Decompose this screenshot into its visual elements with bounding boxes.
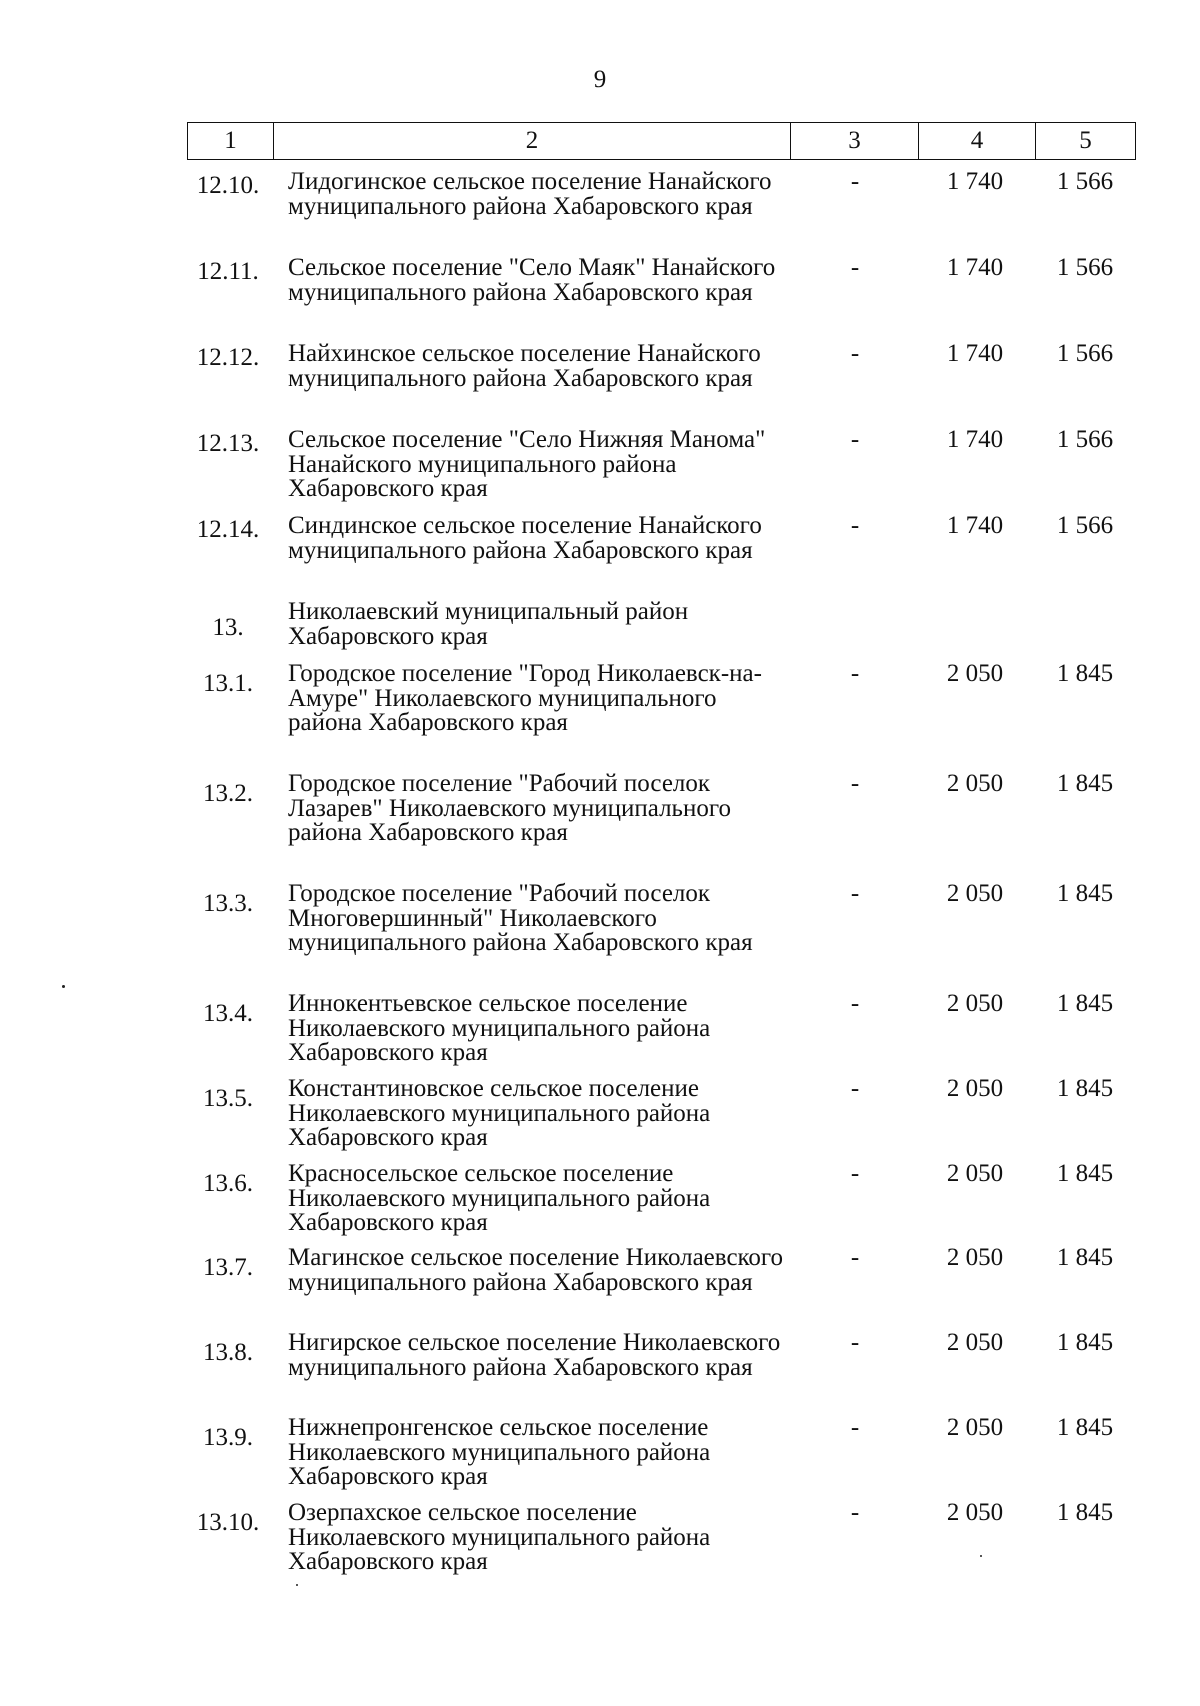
row-col5: 1 566 (1056, 512, 1114, 539)
column-header-3: 3 (791, 123, 919, 160)
row-number: 13.9. (203, 1424, 253, 1451)
row-number: 13.10. (196, 1509, 260, 1536)
row-name: Нигирское сельское поселение Николаевского муниципального района Хабаровского края (288, 1329, 781, 1381)
row-number: 13.3. (203, 890, 253, 917)
row-col5: 1 845 (1056, 1160, 1114, 1187)
row-col3: - (850, 990, 860, 1017)
column-header-4: 4 (919, 123, 1036, 160)
row-name: Магинское сельское поселение Николаевского муниципального района Хабаровского края (288, 1244, 784, 1296)
row-number: 12.13. (196, 430, 260, 457)
row-col5: 1 845 (1056, 990, 1114, 1017)
row-name: Нижнепронгенское сельское поселение Николаевского муниципального района Хабаровского края (288, 1414, 711, 1490)
column-header-row (188, 123, 1136, 160)
row-col4: 1 740 (946, 512, 1004, 539)
row-name: Николаевский муниципальный район Хабаровского края (288, 598, 689, 650)
row-number: 12.10. (196, 172, 260, 199)
row-col5: 1 845 (1056, 1414, 1114, 1441)
row-col3: - (850, 880, 860, 907)
row-col5: 1 566 (1056, 254, 1114, 281)
row-col4: 2 050 (946, 660, 1004, 687)
row-col5: 1 845 (1056, 660, 1114, 687)
row-col3: - (850, 660, 860, 687)
row-name: Сельское поселение "Село Маяк" Нанайского муниципального района Хабаровского края (288, 254, 776, 306)
row-name: Озерпахское сельское поселение Николаевского муниципального района Хабаровского края (288, 1499, 711, 1575)
row-number: 13. (212, 614, 244, 641)
row-col3: - (850, 1414, 860, 1441)
row-col3: - (850, 770, 860, 797)
row-col4: 2 050 (946, 770, 1004, 797)
row-col3: - (850, 168, 860, 195)
row-col5: 1 845 (1056, 1329, 1114, 1356)
row-col4: 2 050 (946, 1329, 1004, 1356)
row-col4: 2 050 (946, 1244, 1004, 1271)
row-col5: 1 845 (1056, 1075, 1114, 1102)
row-col3: - (850, 1075, 860, 1102)
row-col4: 1 740 (946, 340, 1004, 367)
row-col3: - (850, 426, 860, 453)
row-col5: 1 566 (1056, 340, 1114, 367)
row-col4: 1 740 (946, 426, 1004, 453)
row-col3: - (850, 1160, 860, 1187)
row-name: Синдинское сельское поселение Нанайского муниципального района Хабаровского края (288, 512, 762, 564)
row-col3: - (850, 254, 860, 281)
page-number: 9 (593, 66, 607, 93)
row-col5: 1 566 (1056, 168, 1114, 195)
row-name: Сельское поселение "Село Нижняя Манома" Нанайского муниципального района Хабаровского края (288, 426, 766, 502)
row-col3: - (850, 1329, 860, 1356)
row-col4: 2 050 (946, 990, 1004, 1017)
row-col5: 1 845 (1056, 1244, 1114, 1271)
row-name: Красносельское сельское поселение Николаевского муниципального района Хабаровского края (288, 1160, 711, 1236)
row-col4: 2 050 (946, 1414, 1004, 1441)
column-header-1: 1 (188, 123, 274, 160)
row-name: Городское поселение "Город Николаевск-на-Амуре" Николаевского муниципального района Хабаровского края (288, 660, 762, 736)
scan-speck (980, 1555, 982, 1557)
row-number: 12.11. (197, 258, 259, 285)
column-header-table (187, 122, 1136, 160)
row-number: 13.8. (203, 1339, 253, 1366)
scan-speck (296, 1584, 298, 1586)
row-col5: 1 845 (1056, 1499, 1114, 1526)
row-name: Лидогинское сельское поселение Нанайского муниципального района Хабаровского края (288, 168, 772, 220)
row-name: Городское поселение "Рабочий поселок Лазарев" Николаевского муниципального района Хабаровского края (288, 770, 731, 846)
row-col4: 2 050 (946, 1499, 1004, 1526)
column-header-2: 2 (274, 123, 791, 160)
row-col3: - (850, 340, 860, 367)
row-col4: 2 050 (946, 1160, 1004, 1187)
row-col3: - (850, 1244, 860, 1271)
row-number: 12.14. (196, 516, 260, 543)
row-col3: - (850, 1499, 860, 1526)
row-name: Иннокентьевское сельское поселение Николаевского муниципального района Хабаровского края (288, 990, 711, 1066)
row-number: 13.4. (203, 1000, 253, 1027)
row-col5: 1 566 (1056, 426, 1114, 453)
row-number: 13.7. (203, 1254, 253, 1281)
row-number: 12.12. (196, 344, 260, 371)
scan-speck (62, 985, 65, 988)
row-col4: 2 050 (946, 880, 1004, 907)
row-col3: - (850, 512, 860, 539)
row-number: 13.5. (203, 1085, 253, 1112)
row-col5: 1 845 (1056, 880, 1114, 907)
row-name: Константиновское сельское поселение Николаевского муниципального района Хабаровского края (288, 1075, 711, 1151)
row-name: Городское поселение "Рабочий поселок Многовершинный" Николаевского муниципального района Хабаровского края (288, 880, 753, 956)
row-number: 13.6. (203, 1170, 253, 1197)
row-col4: 2 050 (946, 1075, 1004, 1102)
row-number: 13.1. (203, 670, 253, 697)
row-col4: 1 740 (946, 168, 1004, 195)
row-col5: 1 845 (1056, 770, 1114, 797)
column-header-5: 5 (1036, 123, 1136, 160)
row-col4: 1 740 (946, 254, 1004, 281)
row-name: Найхинское сельское поселение Нанайского муниципального района Хабаровского края (288, 340, 761, 392)
row-number: 13.2. (203, 780, 253, 807)
